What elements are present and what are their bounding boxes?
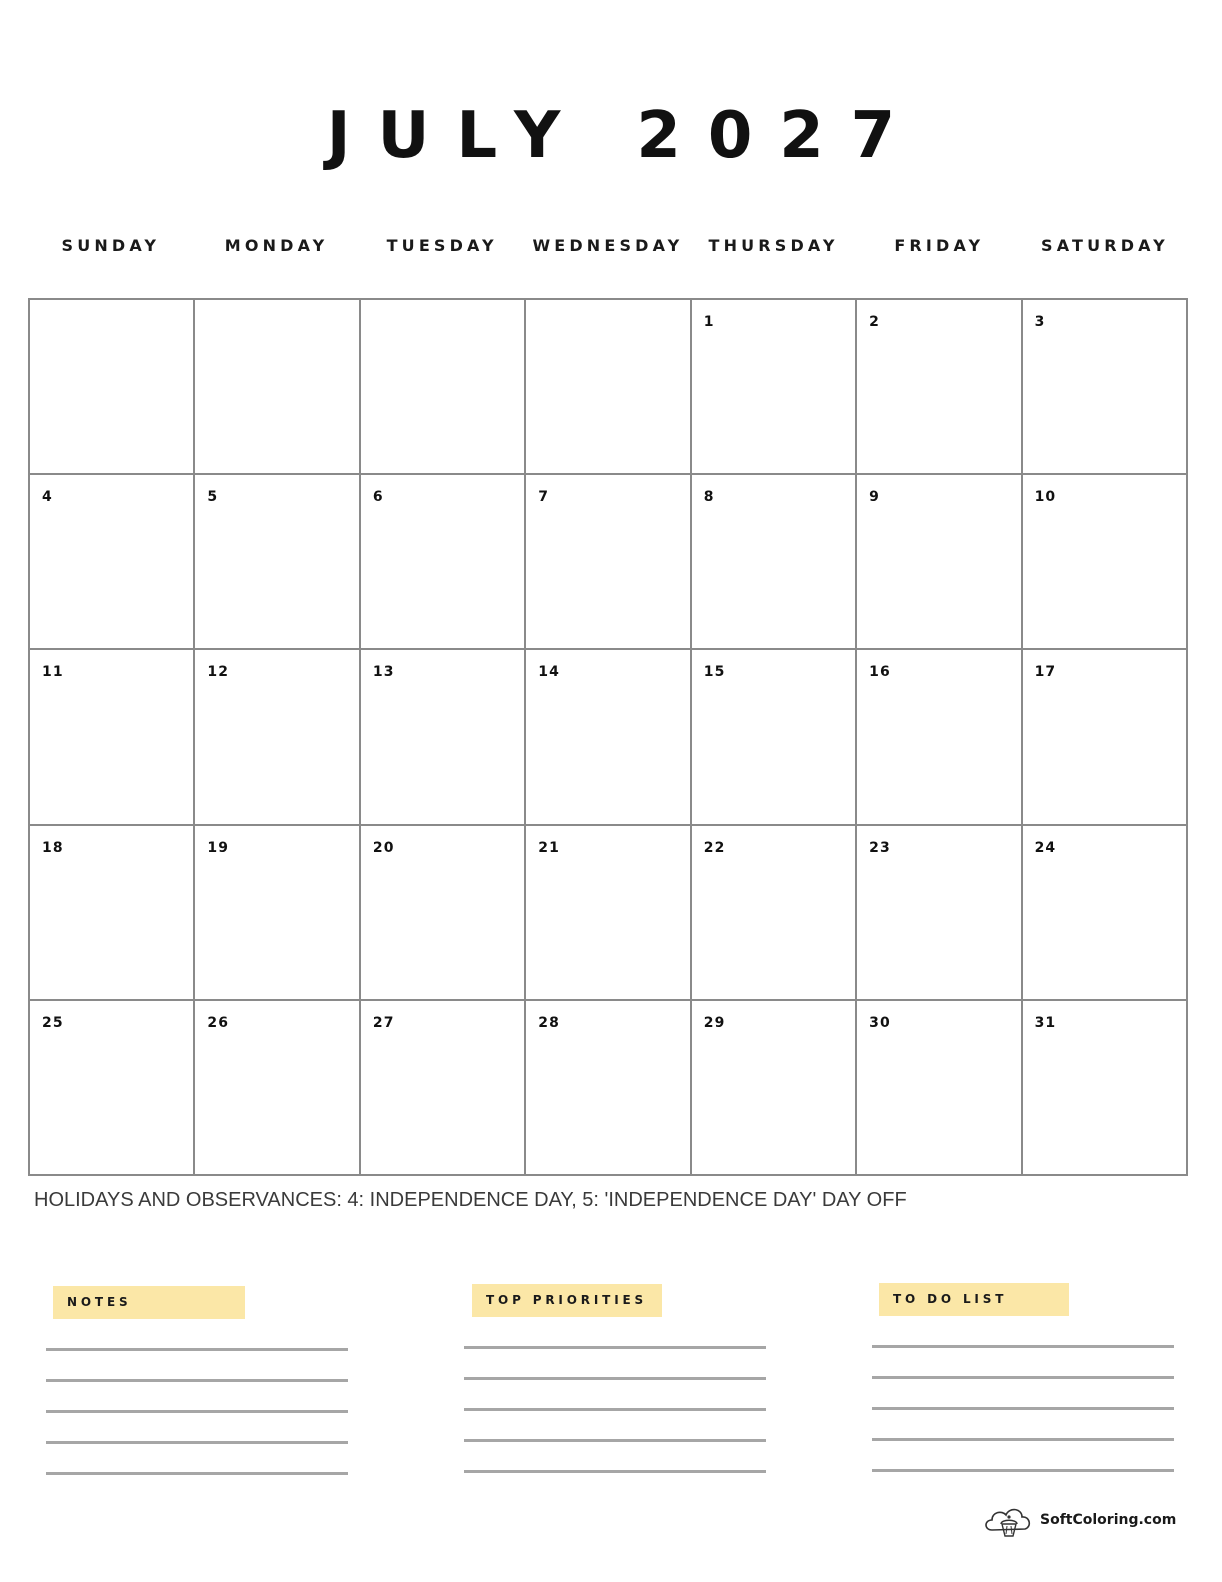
notes-label: NOTES bbox=[53, 1286, 245, 1319]
day-number: 20 bbox=[372, 839, 395, 856]
top-priorities-lines bbox=[464, 1346, 766, 1473]
holidays-observances: HOLIDAYS AND OBSERVANCES: 4: INDEPENDENCE DAY, 5: 'INDEPENDENCE DAY' DAY OFF bbox=[34, 1189, 907, 1211]
day-cell-29 bbox=[692, 1001, 857, 1176]
day-cell-3 bbox=[1023, 300, 1188, 475]
weekday-saturday: SATURDAY bbox=[1041, 236, 1169, 255]
day-number: 6 bbox=[372, 489, 384, 506]
todo-lines bbox=[872, 1345, 1174, 1472]
cloud-cupcake-icon bbox=[982, 1500, 1036, 1540]
day-number: 11 bbox=[42, 664, 64, 681]
weekday-thursday: THURSDAY bbox=[708, 236, 839, 255]
weekday-wednesday: WEDNESDAY bbox=[532, 236, 684, 255]
day-number: 26 bbox=[207, 1014, 230, 1031]
writing-line bbox=[464, 1346, 766, 1349]
day-number: 8 bbox=[703, 489, 715, 506]
day-cell-17 bbox=[1023, 650, 1188, 825]
writing-line bbox=[464, 1377, 766, 1380]
day-number: 7 bbox=[538, 489, 550, 506]
writing-line bbox=[46, 1441, 348, 1444]
writing-line bbox=[46, 1472, 348, 1475]
notes-lines bbox=[46, 1348, 348, 1475]
day-number: 19 bbox=[207, 839, 230, 856]
day-number: 24 bbox=[1034, 839, 1057, 856]
top-priorities-section bbox=[464, 1284, 766, 1501]
empty-day-cell bbox=[526, 300, 691, 475]
writing-line bbox=[872, 1407, 1174, 1410]
weekday-tuesday: TUESDAY bbox=[386, 236, 498, 255]
day-number: 3 bbox=[1034, 314, 1046, 330]
day-cell-10 bbox=[1023, 475, 1188, 650]
weekday-friday: FRIDAY bbox=[894, 236, 985, 255]
writing-line bbox=[872, 1469, 1174, 1472]
day-cell-22 bbox=[692, 826, 857, 1001]
day-cell-6 bbox=[361, 475, 526, 650]
day-cell-11 bbox=[30, 650, 195, 825]
day-cell-28 bbox=[526, 1001, 691, 1176]
day-cell-18 bbox=[30, 826, 195, 1001]
brand-watermark bbox=[982, 1500, 1176, 1540]
day-number: 28 bbox=[538, 1014, 561, 1031]
day-number: 13 bbox=[372, 664, 395, 681]
day-number: 1 bbox=[703, 314, 715, 330]
day-number: 14 bbox=[538, 664, 561, 681]
day-number: 17 bbox=[1034, 664, 1057, 681]
day-number: 21 bbox=[538, 839, 561, 856]
day-cell-16 bbox=[857, 650, 1022, 825]
empty-day-cell bbox=[195, 300, 360, 475]
day-number: 4 bbox=[42, 489, 53, 506]
day-cell-25 bbox=[30, 1001, 195, 1176]
day-number: 5 bbox=[207, 489, 219, 506]
todo-label: TO DO LIST bbox=[879, 1283, 1069, 1316]
writing-line bbox=[872, 1345, 1174, 1348]
writing-line bbox=[46, 1410, 348, 1413]
writing-line bbox=[464, 1439, 766, 1442]
day-cell-30 bbox=[857, 1001, 1022, 1176]
calendar-title: JULY 2027 bbox=[326, 99, 923, 173]
writing-line bbox=[872, 1438, 1174, 1441]
day-cell-15 bbox=[692, 650, 857, 825]
weekday-header bbox=[28, 234, 1188, 258]
day-number: 27 bbox=[372, 1014, 395, 1031]
day-cell-8 bbox=[692, 475, 857, 650]
writing-line bbox=[46, 1379, 348, 1382]
day-number: 15 bbox=[703, 664, 726, 681]
day-cell-19 bbox=[195, 826, 360, 1001]
day-cell-7 bbox=[526, 475, 691, 650]
day-cell-21 bbox=[526, 826, 691, 1001]
day-number: 25 bbox=[42, 1014, 64, 1031]
day-cell-31 bbox=[1023, 1001, 1188, 1176]
day-cell-14 bbox=[526, 650, 691, 825]
day-number: 12 bbox=[207, 664, 230, 681]
todo-section bbox=[872, 1283, 1174, 1500]
calendar-grid bbox=[28, 298, 1188, 1176]
day-number: 2 bbox=[869, 314, 881, 330]
day-cell-2 bbox=[857, 300, 1022, 475]
day-number: 30 bbox=[869, 1014, 891, 1031]
day-cell-12 bbox=[195, 650, 360, 825]
writing-line bbox=[464, 1408, 766, 1411]
notes-section bbox=[46, 1286, 348, 1503]
day-cell-20 bbox=[361, 826, 526, 1001]
day-number: 23 bbox=[869, 839, 891, 856]
day-number: 18 bbox=[42, 839, 64, 856]
weekday-sunday: SUNDAY bbox=[61, 236, 161, 255]
day-cell-27 bbox=[361, 1001, 526, 1176]
top-priorities-label: TOP PRIORITIES bbox=[472, 1284, 662, 1317]
day-cell-24 bbox=[1023, 826, 1188, 1001]
day-cell-5 bbox=[195, 475, 360, 650]
day-cell-9 bbox=[857, 475, 1022, 650]
day-cell-26 bbox=[195, 1001, 360, 1176]
writing-line bbox=[464, 1470, 766, 1473]
empty-day-cell bbox=[30, 300, 195, 475]
day-number: 29 bbox=[703, 1014, 726, 1031]
brand-text: SoftColoring.com bbox=[1040, 1512, 1177, 1528]
empty-day-cell bbox=[361, 300, 526, 475]
writing-line bbox=[872, 1376, 1174, 1379]
day-cell-13 bbox=[361, 650, 526, 825]
weekday-monday: MONDAY bbox=[224, 236, 329, 255]
day-number: 10 bbox=[1034, 489, 1057, 506]
day-number: 9 bbox=[869, 489, 881, 506]
day-number: 31 bbox=[1034, 1014, 1057, 1031]
day-number: 16 bbox=[869, 664, 891, 681]
writing-line bbox=[46, 1348, 348, 1351]
day-cell-23 bbox=[857, 826, 1022, 1001]
day-number: 22 bbox=[703, 839, 726, 856]
day-cell-4 bbox=[30, 475, 195, 650]
day-cell-1 bbox=[692, 300, 857, 475]
